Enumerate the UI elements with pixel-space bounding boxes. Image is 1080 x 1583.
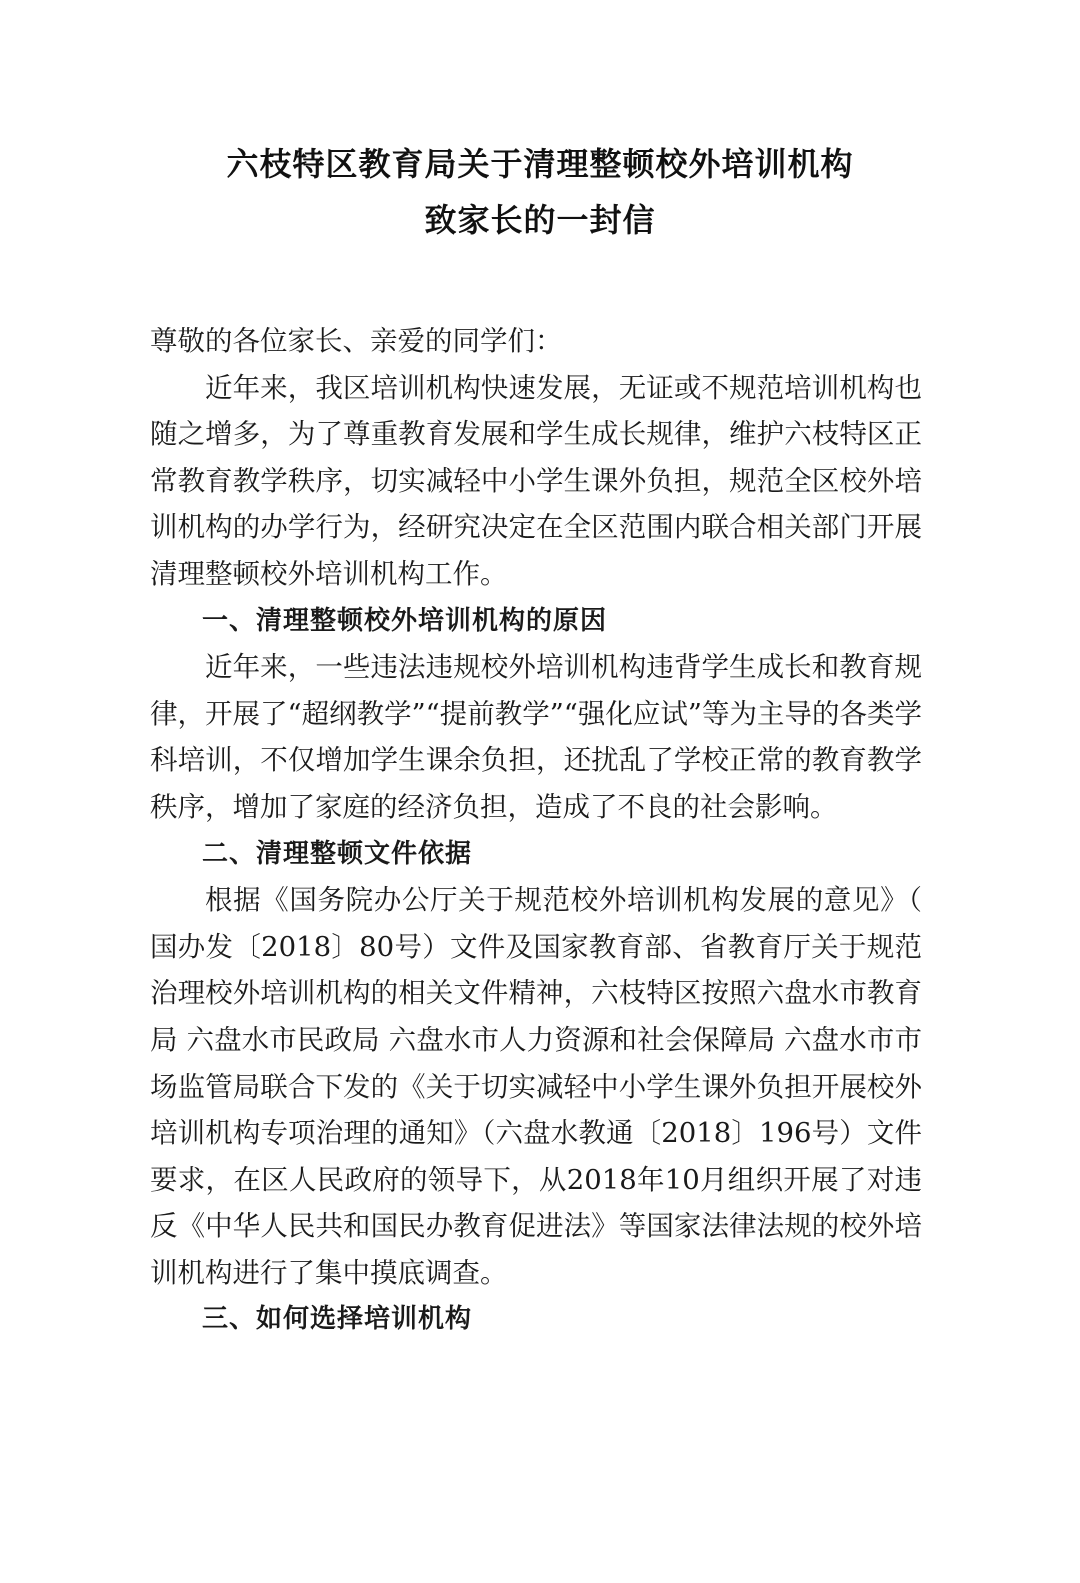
- section-2-paragraph: 根据《国务院办公厅关于规范校外培训机构发展的意见》（国办发〔2018〕80号）文件及国家教育部、省教育厅关于规范治理校外培训机构的相关文件精神，六枝特区按照六盘水市教育局 六盘水市民政局 六盘水市人力资源和社会保障局 六盘水市市场监管局联合下发的《关于切实减轻中小学生课外负担开展校外培训机构专项治理的通知》（六盘水教通〔2018〕196号）文件要求，在区人民政府的领导下，从2018年10月组织开展了对违反《中华人民共和国民办教育促进法》等国家法律法规的校外培训机构进行了集中摸底调查。: [150, 884, 922, 1289]
- section-1-heading: 一、清理整顿校外培训机构的原因: [202, 605, 608, 636]
- section-1-paragraph: 近年来，一些违法违规校外培训机构违背学生成长和教育规律，开展了“超纲教学”“提前教学”“强化应试”等为主导的各类学科培训，不仅增加学生课余负担，还扰乱了学校正常的教育教学秩序，增加了家庭的经济负担，造成了不良的社会影响。: [150, 651, 922, 823]
- salutation: 尊敬的各位家长、亲爱的同学们：: [150, 325, 563, 357]
- section-2-heading: 二、清理整顿文件依据: [202, 838, 473, 869]
- section-3-heading: 三、如何选择培训机构: [202, 1304, 473, 1335]
- document-title-line-1: 六枝特区教育局关于清理整顿校外培训机构: [226, 145, 854, 183]
- document-body: [150, 318, 922, 1343]
- document-title-line-2: 致家长的一封信: [424, 201, 656, 239]
- intro-paragraph: 近年来，我区培训机构快速发展，无证或不规范培训机构也随之增多，为了尊重教育发展和学生成长规律，维护六枝特区正常教育教学秩序，切实减轻中小学生课外负担，规范全区校外培训机构的办学行为，经研究决定在全区范围内联合相关部门开展清理整顿校外培训机构工作。: [150, 371, 922, 590]
